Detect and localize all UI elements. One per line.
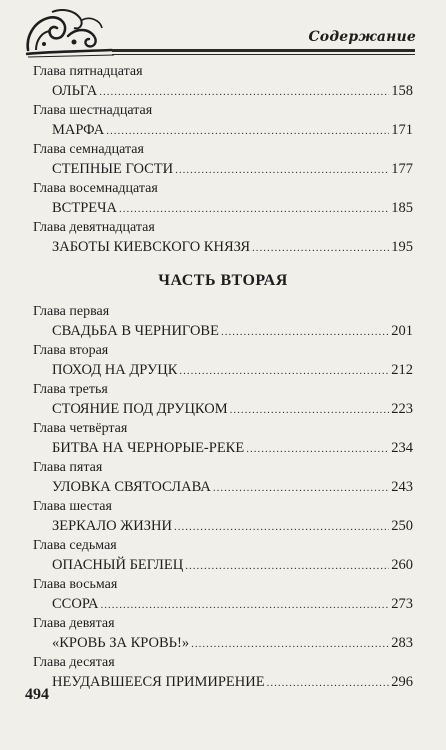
chapter-label: Глава шестая — [33, 499, 112, 514]
header-rule — [112, 49, 415, 52]
dot-leader — [106, 121, 389, 141]
chapter-page-number: 223 — [391, 401, 413, 417]
chapter-page-number: 250 — [391, 518, 413, 534]
chapter-title: ССОРА — [52, 596, 99, 612]
dot-leader — [246, 439, 389, 459]
chapter-page-number: 201 — [391, 323, 413, 339]
chapter-title: ОПАСНЫЙ БЕГЛЕЦ — [52, 557, 184, 573]
part1-chapter-list — [33, 63, 413, 257]
chapter-page-number: 195 — [391, 239, 413, 255]
dot-leader — [185, 556, 389, 576]
chapter-label: Глава девятая — [33, 616, 115, 631]
chapter-label: Глава восьмая — [33, 577, 118, 592]
dot-leader — [99, 82, 389, 102]
chapter-page-number: 158 — [391, 83, 413, 99]
toc-entry[interactable] — [33, 555, 413, 575]
chapter-title: «КРОВЬ ЗА КРОВЬ!» — [52, 635, 190, 651]
chapter-label: Глава пятая — [33, 460, 103, 475]
page-number: 494 — [25, 686, 49, 703]
toc-entry[interactable] — [33, 633, 413, 653]
chapter-title: МАРФА — [52, 122, 105, 138]
table-of-contents — [33, 63, 413, 693]
chapter-label: Глава третья — [33, 382, 108, 397]
dot-leader — [119, 199, 389, 219]
chapter-label: Глава седьмая — [33, 538, 117, 553]
chapter-label: Глава девятнадцатая — [33, 220, 155, 235]
dot-leader — [230, 400, 390, 420]
toc-entry[interactable] — [33, 399, 413, 419]
toc-entry[interactable] — [33, 438, 413, 458]
toc-entry[interactable] — [33, 159, 413, 179]
ornament-icon — [22, 6, 117, 58]
toc-entry[interactable] — [33, 237, 413, 257]
chapter-page-number: 234 — [391, 440, 413, 456]
dot-leader — [179, 361, 389, 381]
running-title: Содержание — [308, 29, 416, 45]
dot-leader — [174, 517, 389, 537]
chapter-title: ВСТРЕЧА — [52, 200, 118, 216]
dot-leader — [213, 478, 389, 498]
chapter-title: БИТВА НА ЧЕРНОРЫЕ-РЕКЕ — [52, 440, 245, 456]
part2-chapter-list — [33, 303, 413, 692]
chapter-page-number: 212 — [391, 362, 413, 378]
chapter-page-number: 243 — [391, 479, 413, 495]
chapter-label: Глава четвёртая — [33, 421, 128, 436]
chapter-title: УЛОВКА СВЯТОСЛАВА — [52, 479, 211, 495]
toc-entry[interactable] — [33, 321, 413, 341]
toc-entry[interactable] — [33, 198, 413, 218]
header-rule-thin — [112, 54, 415, 55]
toc-entry[interactable] — [33, 594, 413, 614]
dot-leader — [221, 322, 389, 342]
toc-entry[interactable] — [33, 120, 413, 140]
toc-entry[interactable] — [33, 516, 413, 536]
chapter-title: СТОЯНИЕ ПОД ДРУЦКОМ — [52, 401, 228, 417]
chapter-page-number: 273 — [391, 596, 413, 612]
chapter-title: ПОХОД НА ДРУЦК — [52, 362, 178, 378]
chapter-page-number: 185 — [391, 200, 413, 216]
chapter-label: Глава восемнадцатая — [33, 181, 158, 196]
chapter-page-number: 171 — [391, 122, 413, 138]
chapter-page-number: 260 — [391, 557, 413, 573]
chapter-label: Глава десятая — [33, 655, 115, 670]
dot-leader — [267, 673, 390, 693]
toc-entry[interactable] — [33, 360, 413, 380]
chapter-page-number: 296 — [391, 674, 413, 690]
part-heading: ЧАСТЬ ВТОРАЯ — [158, 272, 288, 289]
toc-entry[interactable] — [33, 672, 413, 692]
chapter-title: СТЕПНЫЕ ГОСТИ — [52, 161, 174, 177]
chapter-label: Глава пятнадцатая — [33, 64, 143, 79]
chapter-label: Глава вторая — [33, 343, 109, 358]
dot-leader — [252, 238, 389, 258]
chapter-page-number: 283 — [391, 635, 413, 651]
chapter-title: ЗАБОТЫ КИЕВСКОГО КНЯЗЯ — [52, 239, 251, 255]
chapter-label: Глава первая — [33, 304, 110, 319]
chapter-label: Глава семнадцатая — [33, 142, 144, 157]
chapter-title: ОЛЬГА — [52, 83, 98, 99]
toc-entry[interactable] — [33, 477, 413, 497]
chapter-label: Глава шестнадцатая — [33, 103, 153, 118]
dot-leader — [101, 595, 390, 615]
dot-leader — [175, 160, 389, 180]
chapter-title: СВАДЬБА В ЧЕРНИГОВЕ — [52, 323, 219, 339]
dot-leader — [191, 634, 389, 654]
chapter-title: ЗЕРКАЛО ЖИЗНИ — [52, 518, 172, 534]
toc-entry[interactable] — [33, 81, 413, 101]
chapter-title: НЕУДАВШЕЕСЯ ПРИМИРЕНИЕ — [52, 674, 265, 690]
chapter-page-number: 177 — [391, 161, 413, 177]
page-header — [0, 0, 446, 60]
